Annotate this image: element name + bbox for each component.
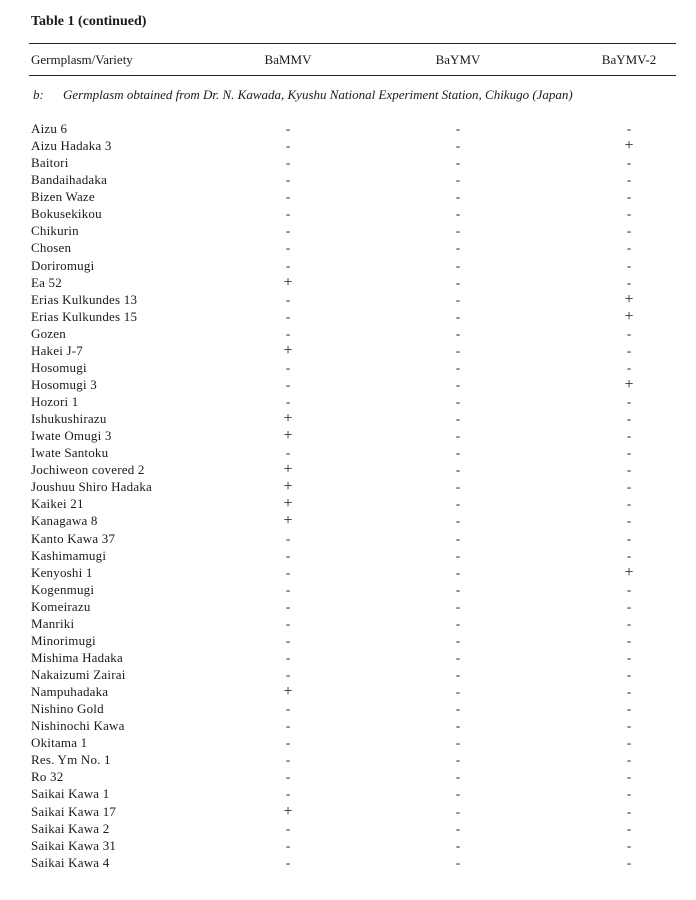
variety-name: Kogenmugi	[31, 581, 95, 597]
variety-name: Saikai Kawa 1	[31, 786, 110, 802]
baymv2-result: -	[626, 428, 632, 444]
variety-name: Chikurin	[31, 223, 79, 239]
table-row	[0, 274, 696, 291]
variety-name: Okitama 1	[31, 735, 88, 751]
baymv2-result: -	[626, 786, 632, 802]
baymv2-result: -	[626, 837, 632, 853]
table-row	[0, 547, 696, 564]
column-header-bammv: BaMMV	[264, 52, 312, 67]
baymv2-result: -	[626, 257, 632, 273]
table-row	[0, 649, 696, 666]
source-note: Germplasm obtained from Dr. N. Kawada, Kyushu National Experiment Station, Chikugo (Japan)	[63, 87, 573, 102]
bammv-result: -	[285, 649, 291, 665]
baymv2-result: -	[626, 206, 632, 222]
bammv-result: -	[285, 752, 291, 768]
table-row	[0, 512, 696, 529]
table-row	[0, 205, 696, 222]
bammv-result: -	[285, 308, 291, 324]
baymv-result: -	[455, 564, 461, 580]
variety-name: Gozen	[31, 325, 66, 341]
table-row	[0, 154, 696, 171]
variety-name: Hosomugi	[31, 359, 87, 375]
bammv-result: +	[283, 495, 293, 513]
baymv2-result: +	[624, 137, 634, 155]
baymv2-result: -	[626, 752, 632, 768]
baymv-result: -	[455, 411, 461, 427]
baymv-result: -	[455, 786, 461, 802]
bammv-result: -	[285, 564, 291, 580]
variety-name: Saikai Kawa 17	[31, 803, 117, 819]
variety-name: Joushuu Shiro Hadaka	[31, 479, 152, 495]
variety-name: Minorimugi	[31, 632, 96, 648]
baymv-result: -	[455, 701, 461, 717]
baymv-result: -	[455, 121, 461, 136]
bammv-result: -	[285, 155, 291, 171]
table-row	[0, 188, 696, 205]
table-row	[0, 854, 696, 871]
bammv-result: -	[285, 854, 291, 870]
table-row	[0, 359, 696, 376]
bammv-result: -	[285, 376, 291, 392]
variety-name: Aizu 6	[31, 121, 68, 136]
bammv-result: -	[285, 735, 291, 751]
baymv-result: -	[455, 820, 461, 836]
table-row	[0, 632, 696, 649]
table-row	[0, 308, 696, 325]
variety-name: Saikai Kawa 2	[31, 820, 110, 836]
bammv-result: -	[285, 581, 291, 597]
variety-name: Iwate Santoku	[31, 445, 109, 461]
bammv-result: -	[285, 820, 291, 836]
baymv2-result: -	[626, 632, 632, 648]
baymv-result: -	[455, 684, 461, 700]
baymv2-result: -	[626, 684, 632, 700]
table-row	[0, 427, 696, 444]
baymv-result: -	[455, 649, 461, 665]
baymv-result: -	[455, 257, 461, 273]
baymv2-result: +	[624, 290, 634, 308]
baymv2-result: -	[626, 769, 632, 785]
variety-name: Kenyoshi 1	[31, 564, 93, 580]
baymv2-result: -	[626, 701, 632, 717]
table-row	[0, 734, 696, 751]
bammv-result: +	[283, 427, 293, 445]
variety-name: Manriki	[31, 615, 75, 631]
table-row	[0, 598, 696, 615]
variety-name: Chosen	[31, 240, 72, 256]
variety-name: Nakaizumi Zairai	[31, 667, 126, 682]
table-row	[0, 837, 696, 854]
baymv2-result: -	[626, 496, 632, 512]
source-label: b:	[33, 87, 44, 102]
baymv-result: -	[455, 667, 461, 682]
baymv-result: -	[455, 479, 461, 495]
variety-name: Baitori	[31, 155, 69, 171]
bammv-result: -	[285, 223, 291, 239]
bammv-result: -	[285, 667, 291, 682]
baymv2-result: -	[626, 667, 632, 682]
bammv-result: -	[285, 632, 291, 648]
baymv-result: -	[455, 291, 461, 307]
column-header-baymv2: BaYMV-2	[601, 52, 657, 67]
column-header-baymv: BaYMV	[435, 52, 481, 67]
table-row	[0, 683, 696, 700]
variety-name: Mishima Hadaka	[31, 649, 123, 665]
bammv-result: -	[285, 121, 291, 136]
baymv2-result: -	[626, 240, 632, 256]
baymv2-result: -	[626, 513, 632, 529]
baymv2-result: -	[626, 121, 632, 136]
bammv-result: +	[283, 478, 293, 496]
baymv-result: -	[455, 445, 461, 461]
table-row	[0, 564, 696, 581]
baymv-result: -	[455, 632, 461, 648]
baymv-result: -	[455, 598, 461, 614]
column-header-germplasm: Germplasm/Variety	[31, 52, 133, 67]
baymv2-result: -	[626, 820, 632, 836]
variety-name: Aizu Hadaka 3	[31, 138, 112, 154]
baymv-result: -	[455, 837, 461, 853]
bammv-result: -	[285, 172, 291, 188]
bammv-result: +	[283, 273, 293, 291]
baymv2-result: -	[626, 462, 632, 478]
bammv-result: -	[285, 615, 291, 631]
table-row	[0, 137, 696, 154]
bammv-result: -	[285, 547, 291, 563]
baymv-result: -	[455, 462, 461, 478]
variety-name: Saikai Kawa 4	[31, 854, 110, 870]
baymv2-result: -	[626, 155, 632, 171]
bammv-result: +	[283, 683, 293, 701]
baymv-result: -	[455, 206, 461, 222]
variety-name: Hakei J-7	[31, 342, 83, 358]
baymv2-result: -	[626, 803, 632, 819]
variety-name: Bizen Waze	[31, 189, 95, 205]
baymv2-result: -	[626, 189, 632, 205]
table-title: Table 1 (continued)	[31, 14, 147, 29]
variety-name: Ishukushirazu	[31, 411, 107, 427]
baymv2-result: -	[626, 735, 632, 751]
variety-name: Kanagawa 8	[31, 513, 98, 529]
baymv-result: -	[455, 308, 461, 324]
table-row	[0, 820, 696, 837]
table-row	[0, 444, 696, 461]
baymv2-result: -	[626, 411, 632, 427]
baymv2-result: -	[626, 445, 632, 461]
variety-name: Kashimamugi	[31, 547, 107, 563]
baymv-result: -	[455, 155, 461, 171]
bammv-result: -	[285, 445, 291, 461]
bammv-result: -	[285, 240, 291, 256]
bammv-result: +	[283, 802, 293, 820]
baymv-result: -	[455, 428, 461, 444]
variety-name: Nishinochi Kawa	[31, 718, 125, 734]
bammv-result: -	[285, 206, 291, 222]
variety-name: Komeirazu	[31, 598, 91, 614]
table-row	[0, 291, 696, 308]
table-row	[0, 530, 696, 547]
table-row	[0, 700, 696, 717]
bammv-result: -	[285, 359, 291, 375]
bammv-result: -	[285, 701, 291, 717]
baymv-result: -	[455, 718, 461, 734]
table-row	[0, 478, 696, 495]
baymv2-result: +	[624, 307, 634, 325]
bammv-result: -	[285, 837, 291, 853]
baymv-result: -	[455, 359, 461, 375]
header-rule	[29, 75, 676, 76]
baymv-result: -	[455, 752, 461, 768]
variety-name: Nampuhadaka	[31, 684, 109, 700]
bammv-result: +	[283, 512, 293, 530]
baymv2-result: -	[626, 530, 632, 546]
bammv-result: +	[283, 410, 293, 428]
baymv2-result: -	[626, 581, 632, 597]
baymv2-result: -	[626, 718, 632, 734]
variety-name: Saikai Kawa 31	[31, 837, 117, 853]
baymv2-result: -	[626, 394, 632, 409]
baymv-result: -	[455, 325, 461, 341]
baymv-result: -	[455, 138, 461, 154]
baymv-result: -	[455, 769, 461, 785]
baymv-result: -	[455, 530, 461, 546]
table-row	[0, 785, 696, 802]
table-row	[0, 393, 696, 410]
bammv-result: -	[285, 718, 291, 734]
baymv-result: -	[455, 615, 461, 631]
table-row	[0, 615, 696, 632]
baymv-result: -	[455, 342, 461, 358]
baymv2-result: -	[626, 172, 632, 188]
baymv2-result: +	[624, 563, 634, 581]
variety-name: Nishino Gold	[31, 701, 104, 717]
variety-name: Kanto Kawa 37	[31, 530, 116, 546]
table-row	[0, 410, 696, 427]
bammv-result: +	[283, 341, 293, 359]
baymv-result: -	[455, 240, 461, 256]
table-body	[0, 120, 696, 871]
table-row	[0, 803, 696, 820]
table-row	[0, 495, 696, 512]
variety-name: Kaikei 21	[31, 496, 84, 512]
bammv-result: -	[285, 786, 291, 802]
variety-name: Erias Kulkundes 13	[31, 291, 138, 307]
baymv2-result: -	[626, 359, 632, 375]
baymv2-result: -	[626, 479, 632, 495]
baymv-result: -	[455, 394, 461, 409]
table-row	[0, 342, 696, 359]
baymv-result: -	[455, 376, 461, 392]
variety-name: Hozori 1	[31, 394, 79, 409]
table-row	[0, 666, 696, 683]
variety-name: Jochiweon covered 2	[31, 462, 145, 478]
baymv2-result: -	[626, 325, 632, 341]
variety-name: Ro 32	[31, 769, 64, 785]
variety-name: Res. Ym No. 1	[31, 752, 111, 768]
baymv-result: -	[455, 803, 461, 819]
baymv2-result: -	[626, 598, 632, 614]
baymv-result: -	[455, 496, 461, 512]
variety-name: Erias Kulkundes 15	[31, 308, 138, 324]
table-row	[0, 581, 696, 598]
table-row	[0, 768, 696, 785]
bammv-result: -	[285, 138, 291, 154]
baymv-result: -	[455, 274, 461, 290]
table-row	[0, 171, 696, 188]
bammv-result: -	[285, 394, 291, 409]
bammv-result: -	[285, 291, 291, 307]
variety-name: Hosomugi 3	[31, 376, 97, 392]
table-row	[0, 751, 696, 768]
bammv-result: -	[285, 598, 291, 614]
top-rule	[29, 43, 676, 44]
baymv2-result: -	[626, 547, 632, 563]
variety-name: Bandaihadaka	[31, 172, 108, 188]
table-row	[0, 257, 696, 274]
table-row	[0, 717, 696, 734]
table-row	[0, 376, 696, 393]
baymv2-result: -	[626, 854, 632, 870]
baymv-result: -	[455, 172, 461, 188]
baymv2-result: -	[626, 223, 632, 239]
baymv-result: -	[455, 223, 461, 239]
table-row	[0, 222, 696, 239]
variety-name: Doriromugi	[31, 257, 95, 273]
variety-name: Bokusekikou	[31, 206, 102, 222]
bammv-result: -	[285, 769, 291, 785]
bammv-result: -	[285, 257, 291, 273]
baymv-result: -	[455, 513, 461, 529]
bammv-result: -	[285, 189, 291, 205]
baymv2-result: +	[624, 375, 634, 393]
table-row	[0, 120, 696, 137]
variety-name: Iwate Omugi 3	[31, 428, 112, 444]
baymv2-result: -	[626, 342, 632, 358]
table-row	[0, 461, 696, 478]
baymv2-result: -	[626, 274, 632, 290]
baymv-result: -	[455, 189, 461, 205]
baymv-result: -	[455, 854, 461, 870]
baymv2-result: -	[626, 649, 632, 665]
bammv-result: -	[285, 530, 291, 546]
baymv-result: -	[455, 581, 461, 597]
baymv2-result: -	[626, 615, 632, 631]
bammv-result: -	[285, 325, 291, 341]
variety-name: Ea 52	[31, 274, 62, 290]
bammv-result: +	[283, 461, 293, 479]
baymv-result: -	[455, 547, 461, 563]
table-row	[0, 325, 696, 342]
baymv-result: -	[455, 735, 461, 751]
table-row	[0, 239, 696, 256]
